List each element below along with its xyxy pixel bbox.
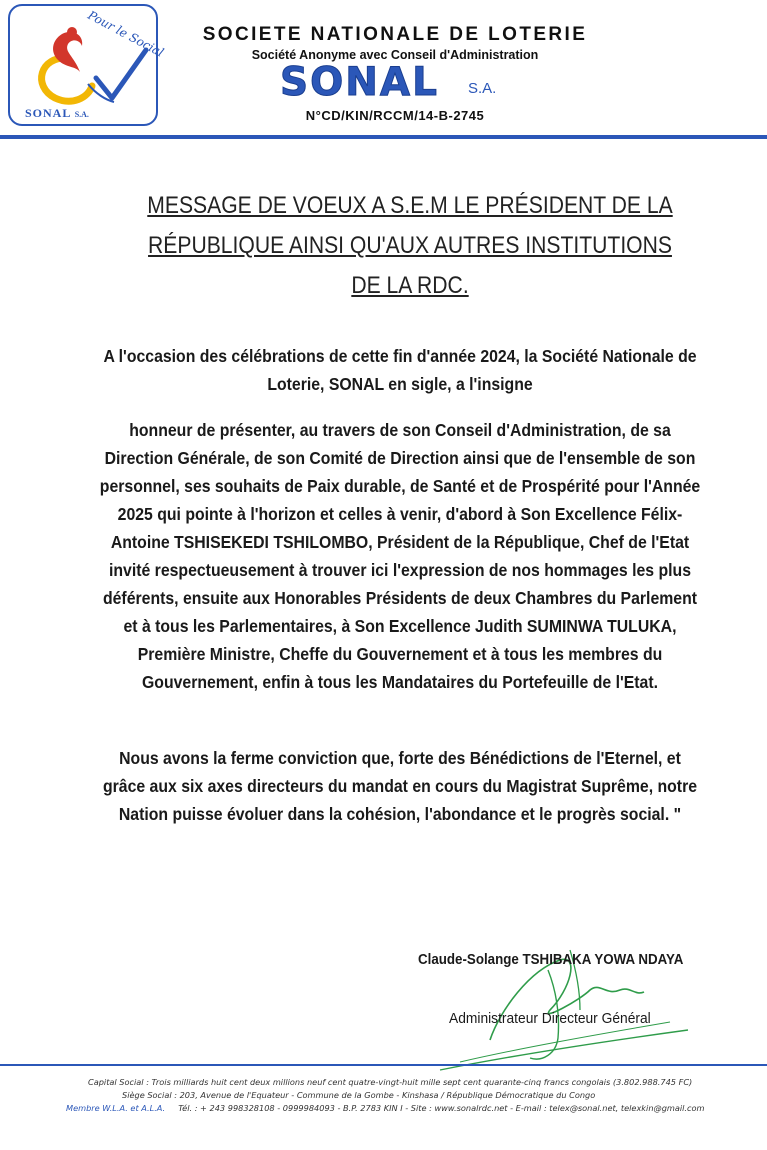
footer-membership: Membre W.L.A. et A.L.A.	[66, 1103, 166, 1113]
brand-wordmark	[280, 62, 510, 104]
paragraph-intro: A l'occasion des célébrations de cette fin d'année 2024, la Société Nationale de Loterie, SONAL en sigle, a l'insigne	[103, 346, 697, 394]
paragraph-main: honneur de présenter, au travers de son Conseil d'Administration, de sa Direction Générale, de son Comité de Direction ainsi que de l'ensemble de son personnel, ses souhaits de Paix durable, de Santé et de Prospérité pour l'Année 2025 qui pointe à l'horizon et celles à venir, d'abord à Son Excellence Félix-Antoine TSHISEKEDI TSHILOMBO, Président de la République, Chef de l'Etat invité respectueusement à trouver ici l'expression de nos hommages les plus déférents, ensuite aux Honorables Présidents de deux Chambres du Parlement et à tous les Parlementaires, à Son Excellence Judith SUMINWA TULUKA, Première Ministre, Cheffe du Gouvernement et à tous les membres du Gouvernement, enfin à tous les Mandataires du Portefeuille de l'Etat.	[99, 420, 701, 692]
footer-divider	[0, 1064, 767, 1066]
company-name: SOCIETE NATIONALE DE LOTERIE	[202, 24, 588, 45]
footer-contact-line	[66, 1103, 705, 1113]
signatory-title: Administrateur Directeur Général	[449, 1010, 651, 1027]
paragraph-closing: Nous avons la ferme conviction que, forte des Bénédictions de l'Eternel, et grâce aux six axes directeurs du mandat en cours du Magistrat Suprême, notre Nation puisse évoluer dans la cohésion, l'abondance et le progrès social. "	[102, 748, 698, 824]
brand-suffix: S.A.	[468, 80, 497, 97]
header-divider	[0, 135, 767, 139]
letter-title: MESSAGE DE VOEUX A S.E.M LE PRÉSIDENT DE LA RÉPUBLIQUE AINSI QU'AUX AUTRES INSTITUTIONS DE LA RDC.	[147, 192, 673, 299]
signatory-name: Claude-Solange TSHIBAKA YOWA NDAYA	[418, 952, 684, 968]
logo-tagline: Pour le Social	[85, 8, 167, 60]
footer-address: Siège Social : 203, Avenue de l'Equateur - Commune de la Gombe - Kinshasa / République Démocratique du Congo	[122, 1090, 596, 1100]
rccm-number: N°CD/KIN/RCCM/14-B-2745	[305, 108, 485, 123]
footer-contact: Tél. : + 243 998328108 - 0999984093 - B.P. 2783 KIN I - Site : www.sonalrdc.net - E-mail : telex@sonal.net, telexkin@gmail.com	[178, 1103, 705, 1113]
sonal-logo	[8, 4, 167, 126]
company-subtitle: Société Anonyme avec Conseil d'Administration	[251, 48, 539, 62]
brand-name: SONAL	[280, 60, 439, 105]
logo-wordmark: SONAL S.A.	[25, 106, 89, 120]
footer-capital: Capital Social : Trois milliards huit cent deux millions neuf cent quatre-vingt-huit mille sept cent quarante-cinq francs congolais (3.802.988.745 FC)	[88, 1077, 693, 1087]
